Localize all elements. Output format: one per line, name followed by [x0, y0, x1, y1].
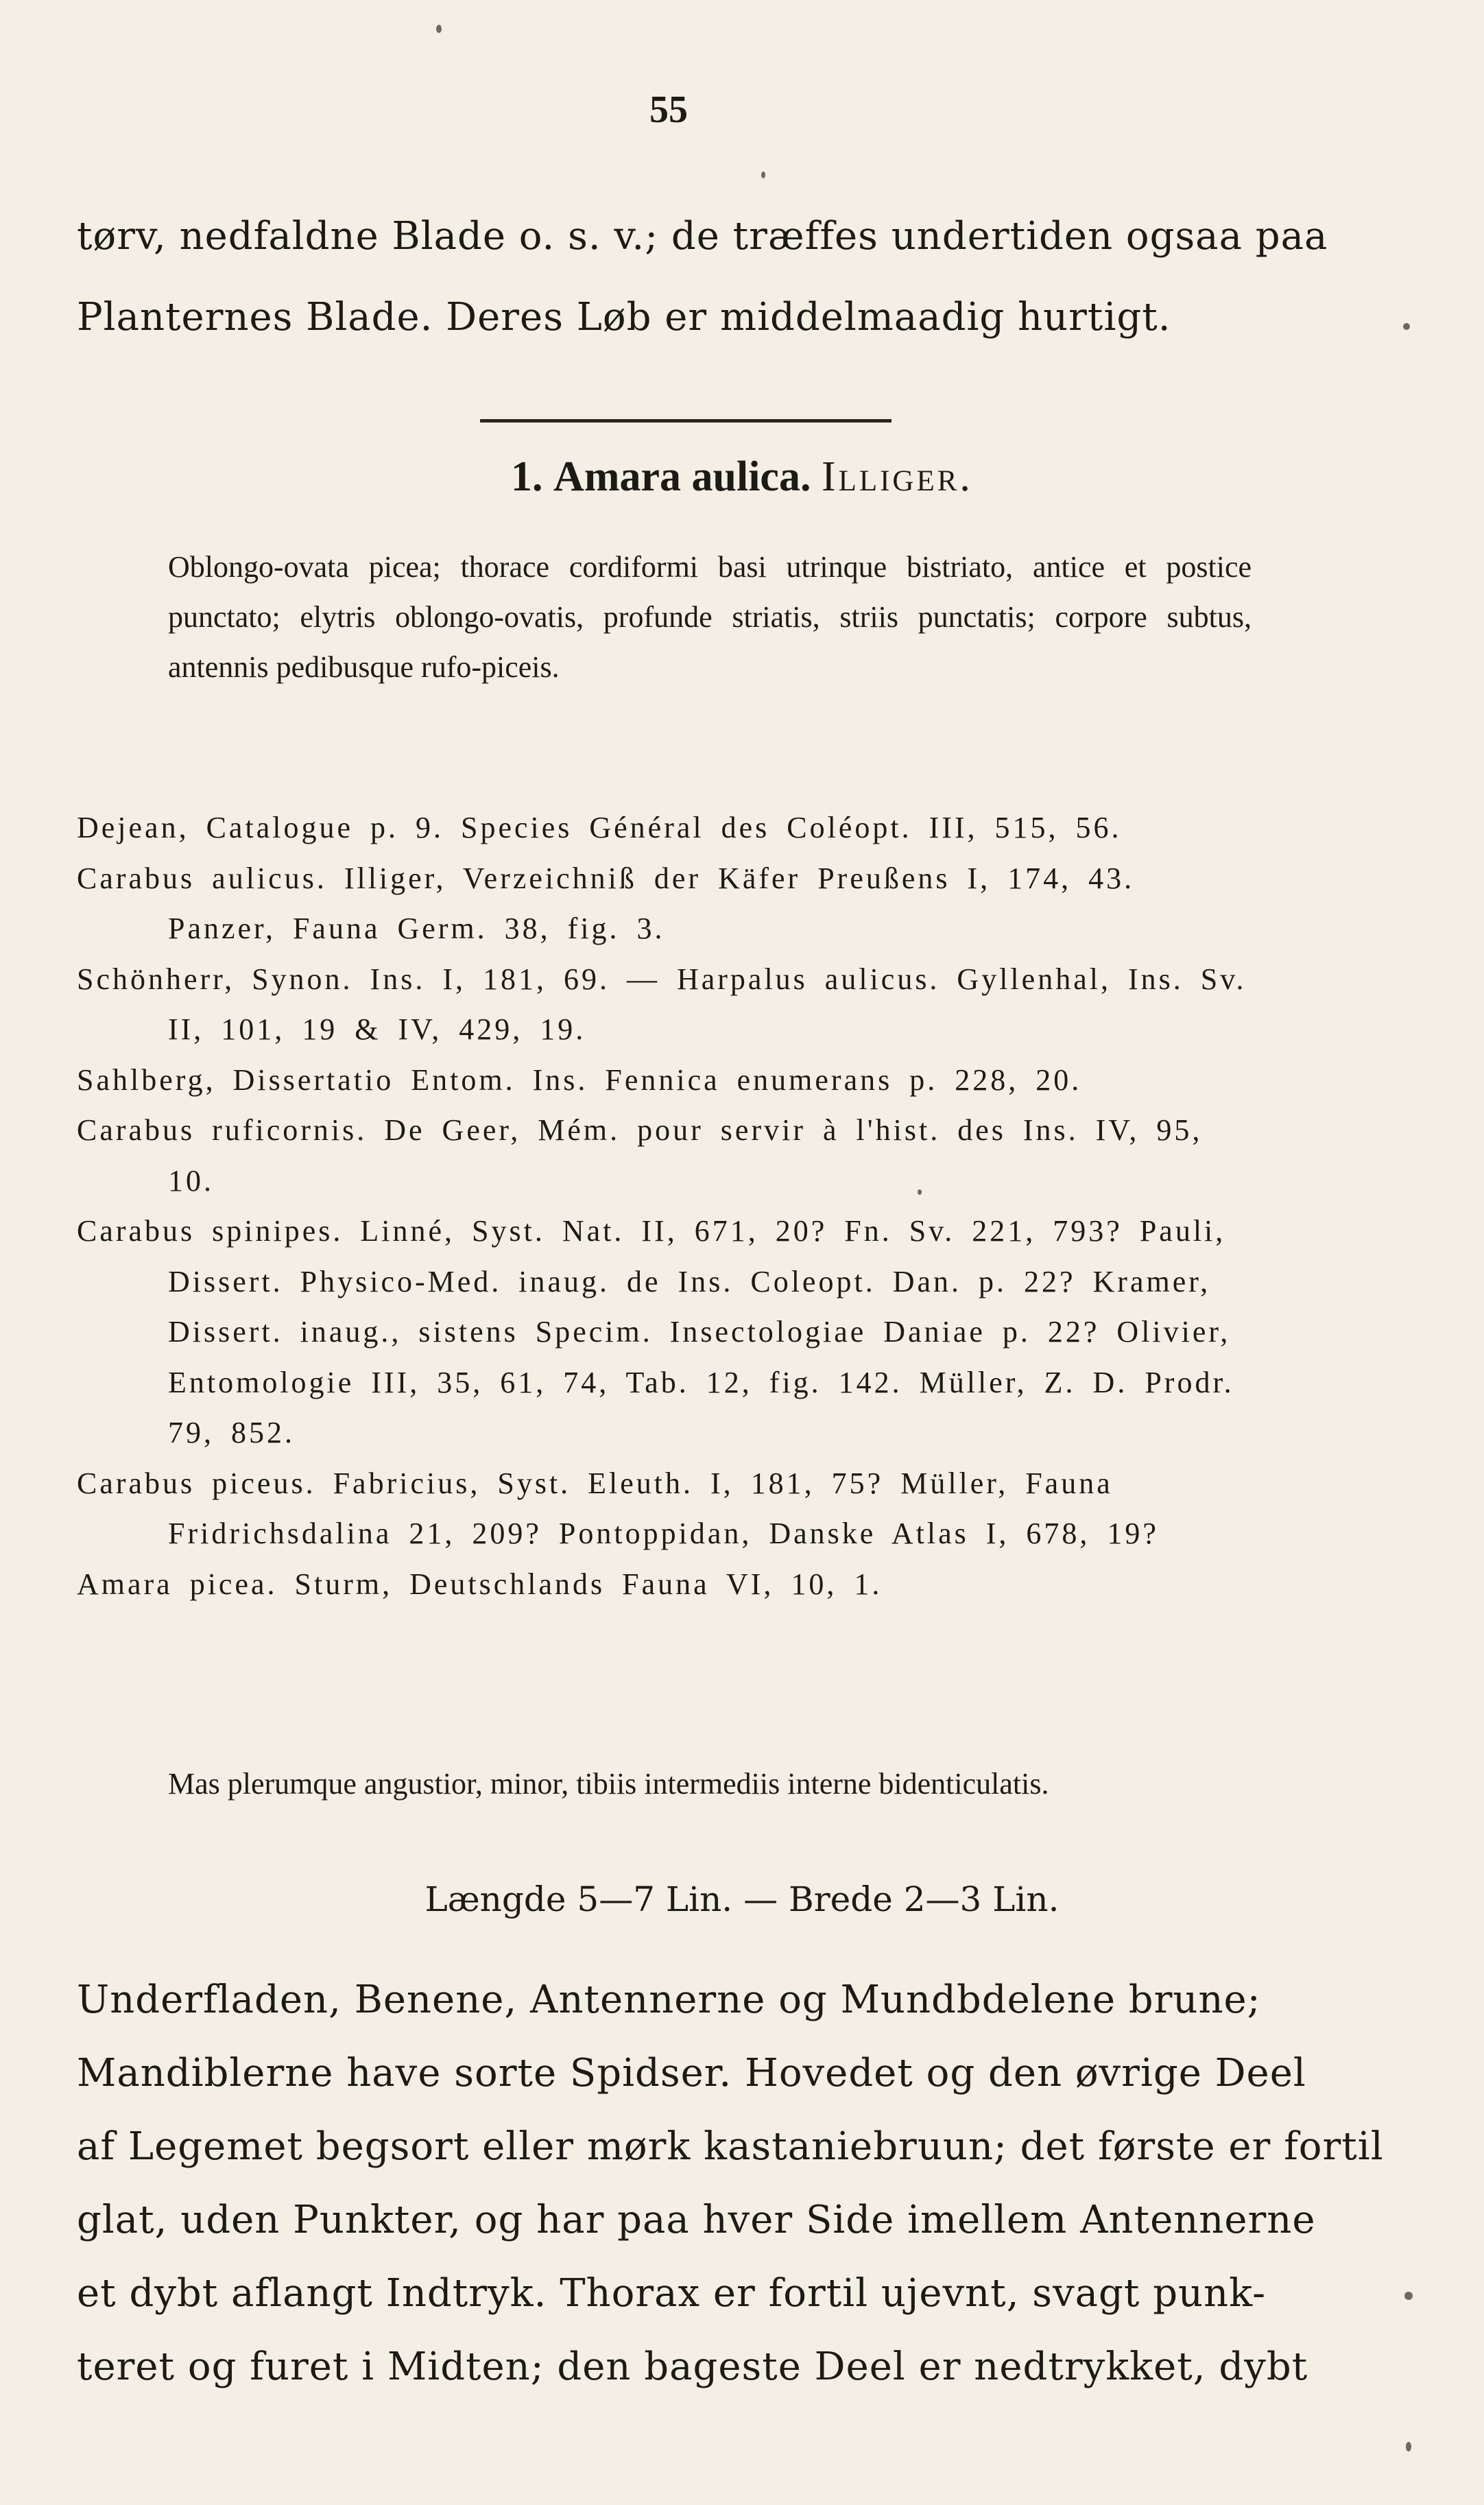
species-number: 1.: [511, 453, 543, 500]
species-name: Amara aulica.: [553, 453, 811, 500]
paper-speck: [1403, 323, 1410, 330]
synonym-entry: Carabus piceus. Fabricius, Syst. Eleuth. I, 181, 75? Müller, Fauna Fridrichsdalina 21, 209? Pontoppidan, Danske Atlas I, 678, 19?: [77, 1466, 1159, 1550]
description-line: af Legemet begsort eller mørk kastaniebruun; det første er fortil: [77, 2124, 1384, 2169]
paper-speck: [761, 171, 765, 178]
section-divider: [480, 419, 891, 423]
description-line: Mandiblerne have sorte Spidser. Hovedet og den øvrige Deel: [77, 2051, 1306, 2096]
synonym-entry: Carabus aulicus. Illiger, Verzeichniß der Käfer Preußens I, 174, 43. Panzer, Fauna Germ. 38, fig. 3.: [77, 861, 1135, 945]
synonym-entry: Carabus spinipes. Linné, Syst. Nat. II, 671, 20? Fn. Sv. 221, 793? Pauli, Dissert. Physico-Med. inaug. de Ins. Coleopt. Dan. p. 22? Kramer, Dissert. inaug., sistens Specim. Insectologiae Daniae p. 22? Olivier, Entomologie III, 35, 61, 74, Tab. 12, fig. 142. Müller, Z. D. Prodr. 79, 852.: [77, 1214, 1234, 1449]
description-line: et dybt aflangt Indtryk. Thorax er fortil ujevnt, svagt punk-: [77, 2271, 1267, 2316]
species-author: Illiger.: [821, 453, 973, 500]
description-paragraph: [77, 1963, 1384, 2403]
synonymy-list: [77, 803, 1251, 1609]
description-line: teret og furet i Midten; den bageste Deel er nedtrykket, dybt: [77, 2344, 1308, 2389]
intro-line: tørv, nedfaldne Blade o. s. v.; de træffes undertiden ogsaa paa: [77, 214, 1328, 259]
synonym-entry: Sahlberg, Dissertatio Entom. Ins. Fennica enumerans p. 228, 20.: [77, 1062, 1082, 1097]
intro-line: Planternes Blade. Deres Løb er middelmaadig hurtigt.: [77, 295, 1171, 340]
description-line: Underfladen, Benene, Antennerne og Mundbdelene brune;: [77, 1978, 1261, 2022]
paper-speck: [918, 1189, 922, 1195]
paper-speck: [1406, 2442, 1411, 2451]
latin-diagnosis: Oblongo-ovata picea; thorace cordiformi basi utrinque bistriato, antice et postice punctato; elytris oblongo-ovatis, profunde striatis, striis punctatis; corpore subtus, antennis pedibusque rufo-piceis.: [168, 550, 1252, 684]
synonym-entry: Amara picea. Sturm, Deutschlands Fauna VI, 10, 1.: [77, 1567, 883, 1601]
description-line: glat, uden Punkter, og har paa hver Side imellem Antennerne: [77, 2198, 1316, 2242]
size-measurements: Længde 5—7 Lin. — Brede 2—3 Lin.: [424, 1879, 1060, 1919]
synonym-entry: Dejean, Catalogue p. 9. Species Général des Coléopt. III, 515, 56.: [77, 811, 1122, 844]
page-number: 55: [649, 88, 688, 131]
species-heading: [0, 453, 1484, 501]
synonym-entry: Schönherr, Synon. Ins. I, 181, 69. — Harpalus aulicus. Gyllenhal, Ins. Sv. II, 101, 19 & IV, 429, 19.: [77, 962, 1247, 1046]
intro-paragraph: [77, 196, 1328, 358]
synonym-entry: Carabus ruficornis. De Geer, Mém. pour servir à l'hist. des Ins. IV, 95, 10.: [77, 1113, 1203, 1198]
paper-speck: [436, 25, 442, 33]
male-note: Mas plerumque angustior, minor, tibiis intermediis interne bidenticulatis.: [168, 1767, 1049, 1801]
paper-speck: [1404, 2292, 1413, 2300]
